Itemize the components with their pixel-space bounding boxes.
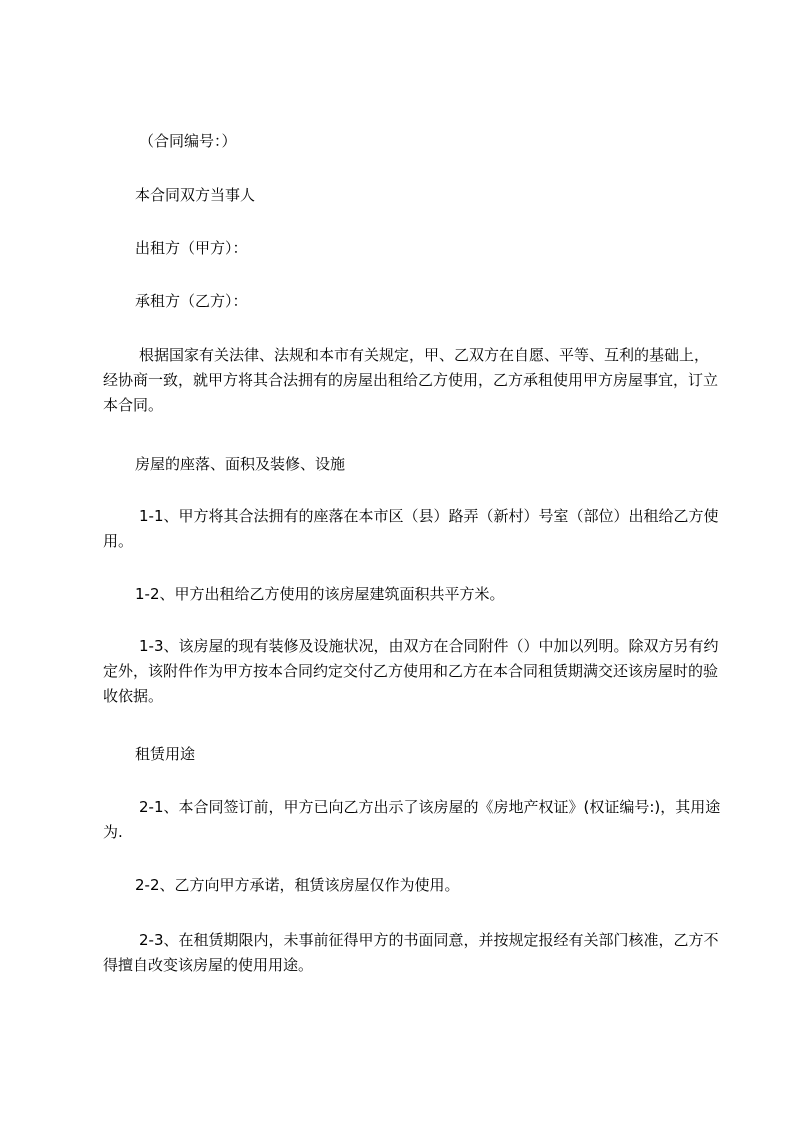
preamble-paragraph: 根据国家有关法律、法规和本市有关规定，甲、乙双方在自愿、平等、互利的基础上，经协商一致，就甲方将其合法拥有的房屋出租给乙方使用，乙方承租使用甲方房屋事宜，订立本合同。 xyxy=(103,346,719,414)
contract-number: （合同编号：） xyxy=(139,132,237,150)
clause-1-3: 1-3、该房屋的现有装修及设施状况，由双方在合同附件（）中加以列明。除双方另有约定外，该附件作为甲方按本合同约定交付乙方使用和乙方在本合同租赁期满交还该房屋时的验收依据。 xyxy=(103,637,719,705)
clause-1-2: 1-2、甲方出租给乙方使用的该房屋建筑面积共平方米。 xyxy=(135,585,505,603)
clause-2-2: 2-2、乙方向甲方承诺，租赁该房屋仅作为使用。 xyxy=(135,876,460,894)
parties-heading: 本合同双方当事人 xyxy=(135,186,256,204)
section2-title: 租赁用途 xyxy=(135,745,196,763)
lessee-line: 承租方（乙方）： xyxy=(135,292,248,310)
section1-title: 房屋的座落、面积及装修、设施 xyxy=(135,455,346,473)
clause-1-1: 1-1、甲方将其合法拥有的座落在本市区（县）路弄（新村）号室（部位）出租给乙方使用。 xyxy=(103,507,719,550)
clause-2-1: 2-1、本合同签订前，甲方已向乙方出示了该房屋的《房地产权证》(权证编号:)，其用途为. xyxy=(103,798,721,841)
clause-2-3: 2-3、在租赁期限内，未事前征得甲方的书面同意，并按规定报经有关部门核准，乙方不得擅自改变该房屋的使用用途。 xyxy=(103,931,719,974)
lessor-line: 出租方（甲方）： xyxy=(135,239,248,257)
